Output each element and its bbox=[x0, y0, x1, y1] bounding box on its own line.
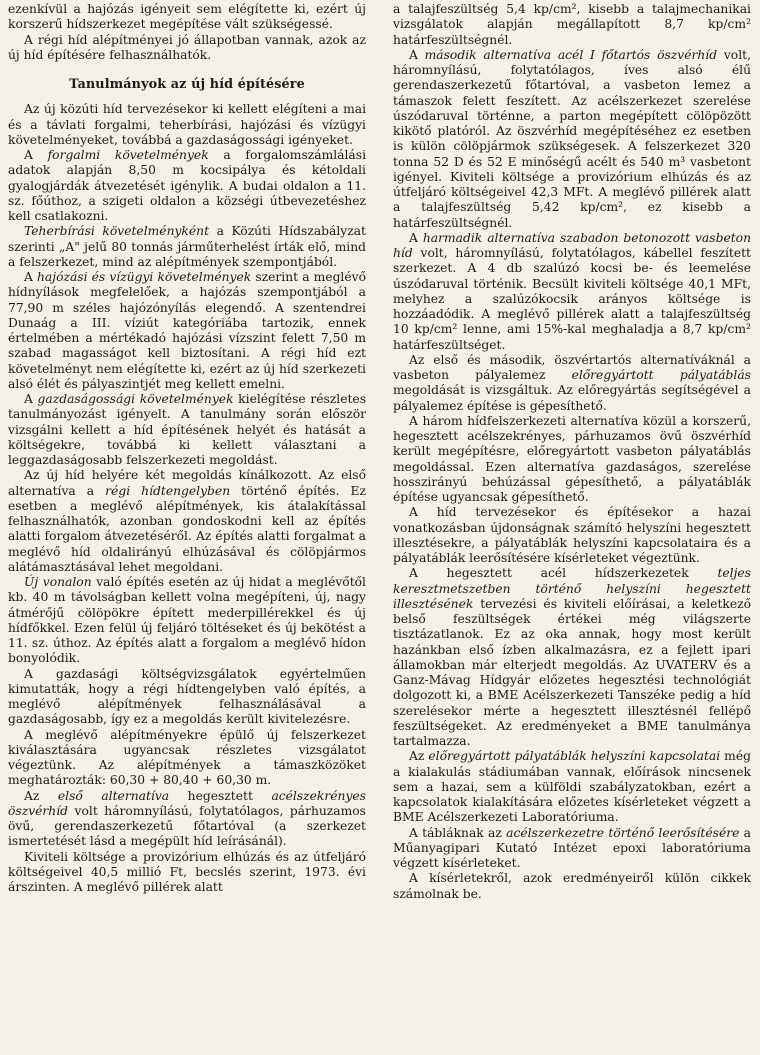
paragraph: Az előregyártott pályatáblák helyszíni kapcsolatai még a kialakulás stádiumában vannak, előírások nincsenek sem a hazai, sem a külföldi szabályzatokban, ezért a kapcsolatok kialakítására előzetes kísérleteket végzett a BME Acélszerkezeti Laboratóriuma. bbox=[393, 749, 751, 825]
paragraph: Kiviteli költsége a provizórium elhúzás és az útfeljáró költségeivel 40,5 millió Ft, becslés szerint, 1973. évi árszinten. A meglévő pillérek alatt bbox=[8, 849, 366, 894]
paragraph: Új vonalon való építés esetén az új hidat a meglévőtől kb. 40 m távolságban kellett volna megépíteni, új, nagy átmérőjű cölöpökre épített mederpillérekkel és új hídfőkkel. Ezen felül új feljáró töltéseket és új bekötést a 11. sz. úthoz. Az építés alatt a forgalom a meglévő hídon bonyolódik. bbox=[8, 575, 366, 666]
right-column bbox=[393, 2, 751, 902]
emphasis: második alternatíva acél I főtartós öszvérhíd bbox=[424, 47, 718, 62]
emphasis: forgalmi követelmények bbox=[47, 148, 209, 162]
paragraph: A gazdaságossági követelmények kielégítése részletes tanulmányozást igényelt. A tanulmány során először vizsgálni kellett a híd építésének helyét és hatását a költségekre, továbbá ki kellett választani a leggazdaságosabb felszerkezeti megoldást. bbox=[8, 392, 367, 467]
paragraph: Az új híd helyére két megoldás kínálkozott. Az első alternatíva a régi hídtengelyben történő építés. Ez esetben a meglévő alépítmények, kis átalakítással felhasználhatók, azonban gondoskodni kell az építés alatti forgalom átvezetéséről. Az építés alatti forgalmat a meglévő híd oldalirányú elhúzásával és cölöpjármos alátámasztásával lehet megoldani. bbox=[8, 468, 366, 574]
paragraph: A kísérletekről, azok eredményeiről külön cikkek számolnak be. bbox=[393, 871, 751, 901]
paragraph: A második alternatíva acél I főtartós öszvérhíd volt, háromnyílású, folytatólagos, íves alsó élű gerendaszerkezetű főtartóval, a vasbeton lemez a támaszok felett feszített. Az acélszerkezet szerelése úszódaruval történne, a parton megépített cölöpözött kikötő platóról. Az öszvérhíd megépítéséhez ez esetben is külön cölöpjármok szükségesek. A felszerkezet 320 tonna 52 D és 52 E minőségű acélt és 540 m³ vasbetont igényel. Kiviteli költsége a provizórium elhúzás és az útfeljáró költségeivel 42,3 MFt. A meglévő pillérek alatt a talajfeszültség 5,42 kp/cm², ez kisebb a határfeszültségnél. bbox=[393, 47, 751, 230]
paragraph: A forgalmi követelmények a forgalomszámlálási adatok alapján 8,50 m kocsipálya és kétoldali gyalogjárdák átvezetését igénylik. A budai oldalon a 11. sz. főúthoz, a szigeti oldalon a községi útbevezetéshez kell csatlakozni. bbox=[8, 148, 366, 223]
section-heading: Tanulmányok az új híd építésére bbox=[69, 77, 305, 92]
emphasis: gazdaságossági követelmények bbox=[37, 392, 234, 406]
paragraph: A hajózási és vízügyi követelmények szerint a meglévő hídnyílások megfelelőek, a hajózás szempontjából a 77,90 m széles hajózónyílás elegendő. A szentendrei Dunaág a III. víziút kategóriába tartozik, ennek értelmében a mértékadó hajózási vízszint felett 7,50 m szabad magasságot kell biztosítani. A régi híd ezt követelményt nem elégítette ki, ezért az új híd szerkezeti alsó élét és pályaszintjét meg kellett emelni. bbox=[8, 270, 366, 391]
paragraph: ezenkívül a hajózás igényeit sem elégítette ki, ezért új korszerű hídszerkezet megépítése vált szükségessé. bbox=[8, 2, 366, 32]
paragraph: A régi híd alépítményei jó állapotban vannak, azok az új híd építésére felhasználhatók. bbox=[8, 32, 366, 62]
emphasis: acélszekrényes öszvérhíd bbox=[8, 788, 366, 818]
paragraph: a talajfeszültség 5,4 kp/cm², kisebb a talajmechanikai vizsgálatok alapján megállapított 8,7 kp/cm² határfeszültségnél. bbox=[393, 2, 751, 47]
emphasis: első alternatíva bbox=[57, 788, 170, 803]
emphasis: előregyártott pályatáblás bbox=[571, 368, 751, 382]
paragraph: A hegesztett acél hídszerkezetek teljes keresztmetszetben történő helyszíni hegesztett illesztésének tervezési és kiviteli előírásai, a keletkező belső feszültségek értékei még világszerte tisztázatlanok. Ez az oka annak, hogy most került hazánkban első ízben alkalmazásra, ez a fejlett ipari államokban már elterjedt megoldás. Az UVATERV és a Ganz-Mávag Hídgyár előzetes hegesztési technológiát dolgozott ki, a BME Acélszerkezeti Tanszéke pedig a híd szerelésekor mérte a hegesztett illesztésnél fellépő feszültségeket. Az eredményeket a BME tanulmánya tartalmazza. bbox=[393, 566, 751, 748]
paragraph: A meglévő alépítményekre épülő új felszerkezet kiválasztására ugyancsak részletes vizsgálatot végeztünk. Az alépítmények a támaszközöket meghatározták: 60,30 + 80,40 + 60,30 m. bbox=[8, 727, 366, 788]
emphasis: hajózási és vízügyi követelmények bbox=[37, 270, 252, 284]
paragraph: A három hídfelszerkezeti alternatíva közül a korszerű, hegesztett acélszekrényes, párhuzamos övű öszvérhíd került megépítésre, előregyártott vasbeton pályatáblás megoldással. Ezen alternatíva gazdaságos, szerelése hosszirányú behúzással gépesíthető, a pályatáblák építése ugyancsak gépesíthető. bbox=[393, 413, 751, 504]
paragraph: A híd tervezésekor és építésekor a hazai vonatkozásban újdonságnak számító helyszíni hegesztett illesztésekre, a pályatáblák helyszíni kapcsolataira és a pályatáblák leerősítésére kísérleteket végeztünk. bbox=[393, 505, 751, 565]
left-column bbox=[8, 2, 366, 895]
emphasis: régi hídtengelyben bbox=[105, 483, 231, 498]
paragraph: Az első alternatíva hegesztett acélszekrényes öszvérhíd volt háromnyílású, folytatólagos, párhuzamos övű, gerendaszerkezetű főtartóval (a szerkezet ismertetését lásd a megépült híd leírásánál). bbox=[8, 788, 366, 849]
emphasis: teljes keresztmetszetben történő helyszíni hegesztett illesztésének bbox=[393, 566, 751, 611]
paragraph: A harmadik alternatíva szabadon betonozott vasbeton híd volt, háromnyílású, folytatólagos, kábellel feszített szerkezet. A 4 db szalúzó kocsi be- és leemelése úszódaruval történik. Becsült kiviteli költsége 40,1 MFt, melyhez a szalúzókocsik arányos költsége is hozzáadódik. A meglévő pillérek alatt a talajfeszültség 10 kp/cm² lenne, ami 15%-kal meghaladja a 8,7 kp/cm² határfeszültséget. bbox=[393, 230, 751, 352]
paragraph: A tábláknak az acélszerkezetre történő leerősítésére a Műanyagipari Kutató Intézet epoxi laboratóriuma végzett kísérleteket. bbox=[393, 825, 751, 870]
paragraph: Teherbírási követelményként a Közúti Hídszabályzat szerinti „A" jelű 80 tonnás járműterhelést írták elő, mind a felszerkezet, mind az alépítmények szempontjából. bbox=[8, 224, 366, 269]
emphasis: Teherbírási követelményként bbox=[24, 224, 210, 239]
paragraph: A gazdasági költségvizsgálatok egyértelműen kimutatták, hogy a régi hídtengelyben való építés, a meglévő alépítmények felhasználásával a gazdaságosabb, így ez a megoldás került kivitelezésre. bbox=[8, 666, 366, 727]
emphasis: acélszerkezetre történő leerősítésére bbox=[506, 825, 740, 840]
paragraph: Az első és második, öszvértartós alternatíváknál a vasbeton pályalemez előregyártott pályatáblás megoldását is vizsgáltuk. Az előregyártás segítségével a pályalemez építése is gépesíthető. bbox=[393, 352, 751, 413]
emphasis: Új vonalon bbox=[24, 575, 92, 589]
paragraph: Az új közúti híd tervezésekor ki kellett elégíteni a mai és a távlati forgalmi, teherbírási, hajózási és vízügyi követelményeket, továbbá a gazdaságossági igényeket. bbox=[8, 102, 366, 147]
emphasis: előregyártott pályatáblák helyszíni kapcsolatai bbox=[428, 749, 721, 764]
emphasis: harmadik alternatíva szabadon betonozott vasbeton híd bbox=[393, 230, 751, 260]
